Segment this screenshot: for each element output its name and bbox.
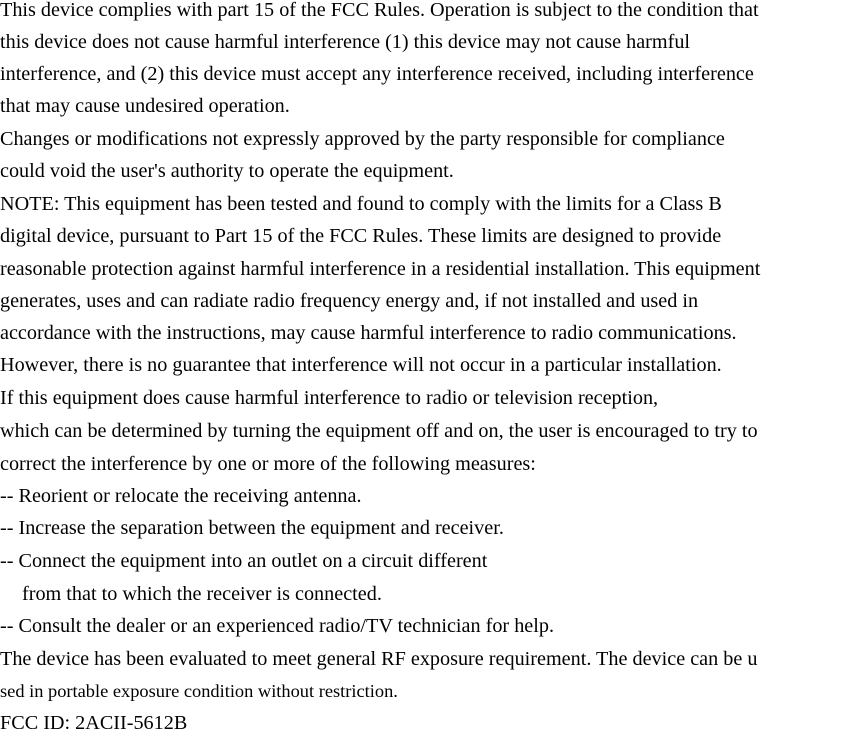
interference-measures-line-2: which can be determined by turning the equipment off and on, the user is encouraged to try to: [0, 420, 758, 442]
class-b-note-line-4: generates, uses and can radiate radio frequency energy and, if not installed and used in: [0, 290, 699, 312]
measure-consult-dealer: -- Consult the dealer or an experienced radio/TV technician for help.: [0, 615, 555, 637]
rf-exposure-line-1: The device has been evaluated to meet general RF exposure requirement. The device can be u: [0, 648, 758, 670]
measure-reorient-antenna: -- Reorient or relocate the receiving antenna.: [0, 485, 362, 507]
class-b-note-line-3: reasonable protection against harmful interference in a residential installation. This equipment: [0, 258, 761, 280]
measure-different-outlet-continued: from that to which the receiver is connected.: [22, 583, 382, 605]
modifications-warning-line-1: Changes or modifications not expressly approved by the party responsible for compliance: [0, 128, 725, 150]
class-b-note-line-5: accordance with the instructions, may cause harmful interference to radio communications.: [0, 322, 737, 344]
interference-measures-line-1: If this equipment does cause harmful interference to radio or television reception,: [0, 387, 659, 409]
measure-increase-separation: -- Increase the separation between the equipment and receiver.: [0, 517, 504, 539]
interference-measures-line-3: correct the interference by one or more of the following measures:: [0, 453, 536, 475]
class-b-note-line-1: NOTE: This equipment has been tested and found to comply with the limits for a Class B: [0, 193, 722, 215]
modifications-warning-line-2: could void the user's authority to operate the equipment.: [0, 160, 454, 182]
class-b-note-line-2: digital device, pursuant to Part 15 of the FCC Rules. These limits are designed to provide: [0, 225, 722, 247]
fcc-compliance-line-1: This device complies with part 15 of the FCC Rules. Operation is subject to the condition that: [0, 0, 759, 21]
measure-different-outlet: -- Connect the equipment into an outlet on a circuit different: [0, 550, 488, 572]
rf-exposure-line-2: sed in portable exposure condition without restriction.: [0, 681, 398, 701]
fcc-compliance-line-2: this device does not cause harmful interference (1) this device may not cause harmful: [0, 31, 691, 53]
class-b-note-line-6: However, there is no guarantee that interference will not occur in a particular installation.: [0, 354, 722, 376]
fcc-compliance-line-3: interference, and (2) this device must accept any interference received, including interference: [0, 63, 754, 85]
fcc-id: FCC ID: 2ACII-5612B: [0, 712, 188, 734]
fcc-compliance-line-4: that may cause undesired operation.: [0, 95, 290, 117]
